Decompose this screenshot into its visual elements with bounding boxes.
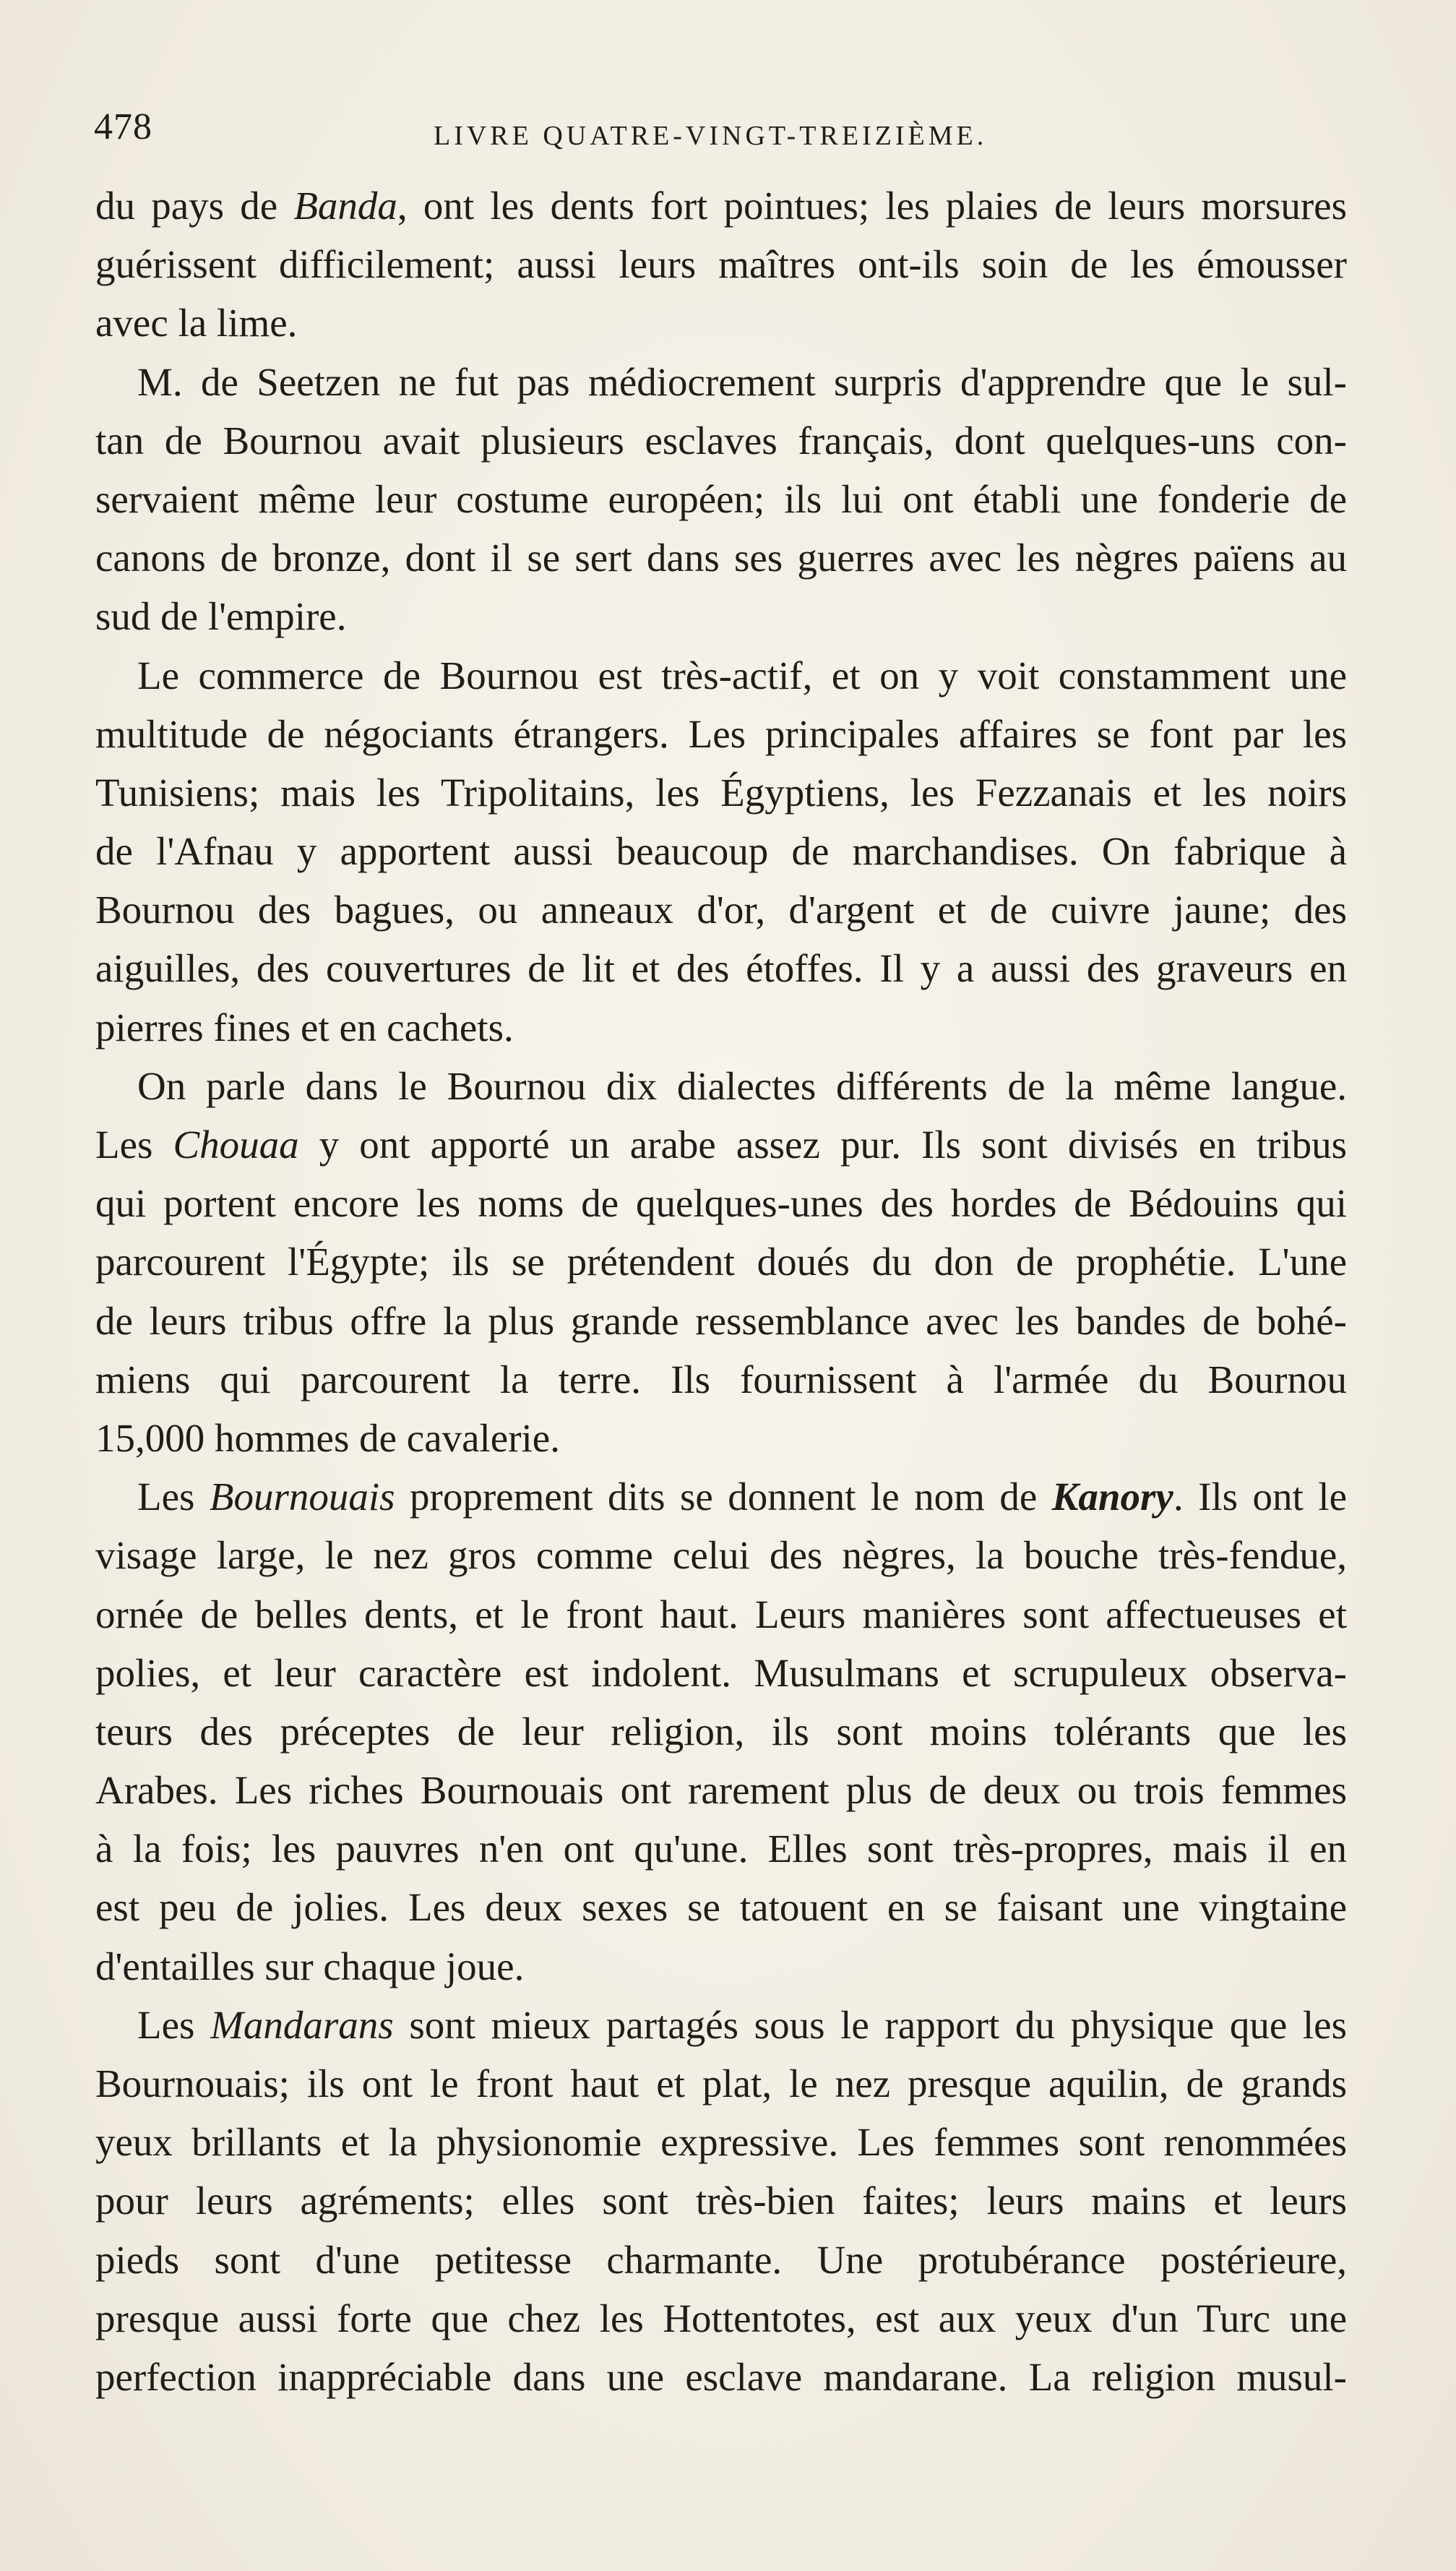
paragraph-start: Les Mandarans sont mieux partagés sous le rapport du physique que les [137,2002,1347,2047]
text-line: teurs des préceptes de leur religion, ils sont moins tolérants que les [95,1709,1347,1754]
text-line: ornée de belles dents, et le front haut. Leurs manières sont affectueuses et [95,1592,1347,1636]
text-line: Bournouais; ils ont le front haut et plat, le nez presque aquilin, de grands [95,2061,1347,2106]
text-line: pierres fines et en cachets. [95,1005,514,1050]
text-line: Bournou des bagues, ou anneaux d'or, d'argent et de cuivre jaune; des [95,888,1347,932]
text-line: sud de l'empire. [95,594,347,639]
text-line: est peu de jolies. Les deux sexes se tatouent en se faisant une vingtaine [95,1885,1347,1930]
italic-term: Kanory [1051,1475,1173,1519]
text-line: 15,000 hommes de cavalerie. [95,1415,560,1460]
italic-term: Mandarans [210,2002,394,2047]
running-head: LIVRE QUATRE-VINGT-TREIZIÈME. [434,121,988,151]
text-line: aiguilles, des couvertures de lit et des étoffes. Il y a aussi des graveurs en [95,946,1347,991]
italic-term: Bournouais [209,1475,395,1519]
text-line: avec la lime. [95,301,298,345]
text-line: tan de Bournou avait plusieurs esclaves français, dont quelques-uns con- [95,418,1347,463]
paragraph-start: On parle dans le Bournou dix dialectes différents de la même langue. [137,1063,1347,1108]
italic-term: Chouaa [173,1123,299,1167]
text-line: servaient même leur costume européen; ils lui ont établi une fonderie de [95,476,1347,521]
text-line: polies, et leur caractère est indolent. Musulmans et scrupuleux observa- [95,1650,1347,1695]
text-line: pieds sont d'une petitesse charmante. Une protubérance postérieure, [95,2237,1347,2282]
text-line: canons de bronze, dont il se sert dans ses guerres avec les nègres païens au [95,536,1347,580]
text-line: presque aussi forte que chez les Hottentotes, est aux yeux d'un Turc une [95,2296,1347,2340]
paragraph-start: Le commerce de Bournou est très-actif, et on y voit constamment une [137,653,1347,698]
text-line: guérissent difficilement; aussi leurs maîtres ont-ils soin de les émousser [95,242,1347,287]
text-line: de leurs tribus offre la plus grande ressemblance avec les bandes de bohé- [95,1298,1347,1343]
text-line: à la fois; les pauvres n'en ont qu'une. Elles sont très-propres, mais il en [95,1827,1347,1871]
text-line: visage large, le nez gros comme celui des nègres, la bouche très-fendue, [95,1533,1347,1578]
text-line: parcourent l'Égypte; ils se prétendent doués du don de prophétie. L'une [95,1240,1347,1284]
text-line: d'entailles sur chaque joue. [95,1944,525,1988]
text-line: du pays de Banda, ont les dents fort pointues; les plaies de leurs morsures [95,184,1347,228]
text-line: Tunisiens; mais les Tripolitains, les Égyptiens, les Fezzanais et les noirs [95,770,1347,815]
text-line: perfection inappréciable dans une esclave mandarane. La religion musul- [95,2354,1347,2399]
text-line: qui portent encore les noms de quelques-unes des hordes de Bédouins qui [95,1181,1347,1226]
text-line: yeux brillants et la physionomie expressive. Les femmes sont renommées [95,2120,1347,2165]
paragraph-start: Les Bournouais proprement dits se donnent le nom de Kanory. Ils ont le [137,1475,1347,1519]
text-line: Les Chouaa y ont apporté un arabe assez pur. Ils sont divisés en tribus [95,1123,1347,1167]
page-number: 478 [94,106,152,147]
body-text [95,176,1347,2406]
text-line: miens qui parcourent la terre. Ils fournissent à l'armée du Bournou [95,1357,1347,1402]
text-line: pour leurs agréments; elles sont très-bien faites; leurs mains et leurs [95,2179,1347,2223]
text-line: Arabes. Les riches Bournouais ont rarement plus de deux ou trois femmes [95,1768,1347,1813]
italic-term: Banda [293,184,397,228]
text-line: multitude de négociants étrangers. Les principales affaires se font par les [95,711,1347,756]
text-line: de l'Afnau y apportent aussi beaucoup de marchandises. On fabrique à [95,829,1347,874]
paragraph-start: M. de Seetzen ne fut pas médiocrement surpris d'apprendre que le sul- [137,359,1347,404]
